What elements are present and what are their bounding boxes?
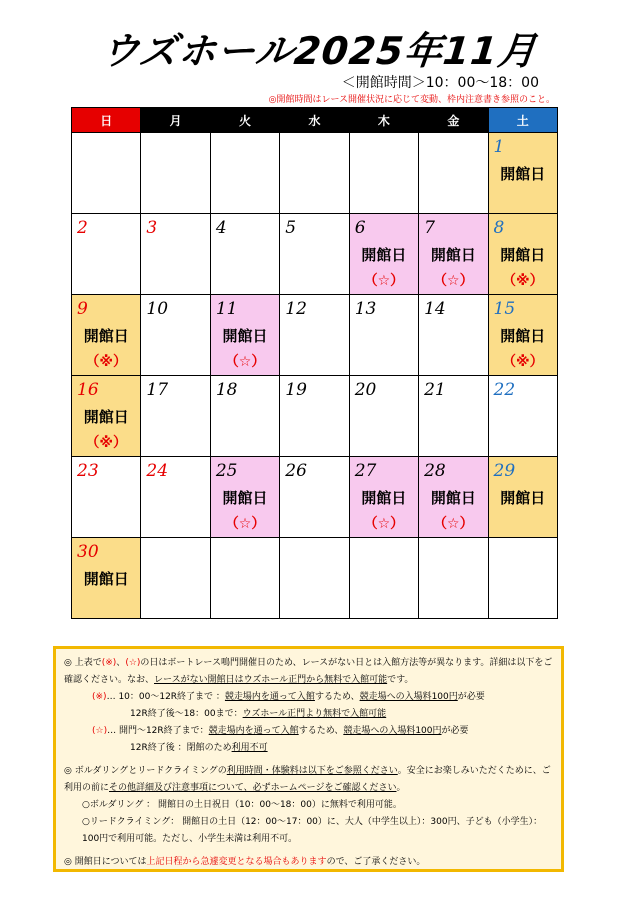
race-day-mark: （☆） — [224, 516, 266, 532]
calendar-day-number: 19 — [285, 380, 307, 400]
note-star-line1: (☆)… 開門～12R終了まで：競走場内を通って入館するため、競走場への入場料100円が必要 — [92, 726, 469, 736]
calendar-day-number: 1 — [493, 137, 505, 157]
calendar-day-number: 28 — [424, 461, 446, 481]
note-lead-climbing: ○リードクライミング： 開館日の土日（12：00～17：00）に、大人（中学生以上）：300円、子ども（小学生）：100円で利用可能。ただし、小学生未満は利用不可。 — [82, 817, 543, 844]
open-day-label: 開館日 — [430, 246, 476, 264]
weekday-header-row — [72, 108, 558, 133]
calendar-day-cell — [72, 538, 141, 619]
race-day-mark: （☆） — [433, 516, 474, 532]
calendar-day-cell — [488, 538, 557, 619]
calendar-day-number: 20 — [354, 380, 377, 400]
calendar-day-number: 18 — [215, 380, 238, 400]
calendar-day-number: 21 — [424, 380, 446, 400]
open-day-label: 開館日 — [500, 165, 546, 183]
weekday-fri: 金 — [419, 108, 488, 133]
note-bouldering: ○ボルダリング ： 開館日の土日祝日（10：00～18：00）に無料で利用可能。 — [82, 800, 402, 810]
race-day-mark: （☆） — [363, 516, 405, 532]
calendar-day-number: 11 — [215, 299, 238, 319]
race-day-mark: （☆） — [433, 273, 474, 289]
calendar-day-cell — [210, 376, 279, 457]
calendar-day-cell — [210, 214, 279, 295]
calendar-week-row — [72, 295, 558, 376]
calendar-day-number: 13 — [354, 299, 377, 319]
open-day-label: 開館日 — [222, 327, 268, 345]
calendar-day-cell — [349, 538, 418, 619]
calendar-day-number: 17 — [146, 380, 169, 400]
calendar-day-number: 6 — [354, 218, 366, 238]
race-day-mark: （※） — [85, 354, 128, 370]
calendar-day-cell — [280, 214, 349, 295]
calendar-day-cell — [141, 376, 210, 457]
opening-hours: ＜開館時間＞10：00～18：00 — [341, 75, 539, 91]
calendar-day-number: 5 — [285, 218, 297, 238]
calendar-day-cell — [141, 133, 210, 214]
calendar-day-number: 12 — [285, 299, 307, 319]
calendar-day-number: 16 — [77, 380, 99, 400]
calendar-day-cell — [419, 295, 488, 376]
weekday-thu: 木 — [349, 108, 418, 133]
calendar-table — [71, 107, 558, 619]
calendar-day-cell — [419, 133, 488, 214]
notes-box — [53, 646, 564, 872]
calendar-day-cell — [210, 457, 279, 538]
open-day-label: 開館日 — [83, 570, 129, 588]
calendar-day-cell — [210, 133, 279, 214]
calendar-day-cell — [72, 295, 141, 376]
calendar-week-row — [72, 214, 558, 295]
open-day-label: 開館日 — [222, 489, 268, 507]
race-day-mark: （☆） — [224, 354, 266, 370]
calendar-day-number: 26 — [285, 461, 307, 481]
open-day-label: 開館日 — [430, 489, 476, 507]
calendar-day-number: 3 — [146, 218, 158, 238]
calendar-day-number: 10 — [146, 299, 169, 319]
note-schedule-change: ◎ 開館日については上記日程から急遽変更となる場合もありますので、ご了承ください。 — [64, 857, 426, 867]
calendar-day-cell — [141, 457, 210, 538]
calendar-day-cell — [72, 133, 141, 214]
calendar-day-cell — [349, 295, 418, 376]
note-kome-line1: (※)… 10：00～12R終了まで ：競走場内を通って入館するため、競走場への入場料100円が必要 — [92, 692, 485, 702]
calendar-day-cell — [280, 376, 349, 457]
note-star-line2: 12R終了後 ：閉館のため利用不可 — [130, 743, 268, 753]
calendar-day-cell — [280, 538, 349, 619]
race-day-mark: （☆） — [363, 273, 405, 289]
calendar-day-number: 23 — [77, 461, 99, 481]
open-day-label: 開館日 — [83, 327, 129, 345]
calendar-day-cell — [349, 376, 418, 457]
note-kome-line2: 12R終了後～18：00まで：ウズホール正門より無料で入館可能 — [130, 709, 387, 719]
calendar-day-number: 29 — [493, 461, 516, 481]
calendar-day-cell — [72, 457, 141, 538]
calendar-day-cell — [349, 457, 418, 538]
calendar-day-cell — [488, 214, 557, 295]
calendar-day-number: 24 — [146, 461, 169, 481]
opening-hours-note: ◎開館時間はレース開催状況に応じて変動、枠内注意書き参照のこと。 — [268, 95, 555, 105]
note-climbing: ◎ ボルダリングとリードクライミングの利用時間・体験料は以下をご参照ください。安全にお楽しみいただくために、ご利用の前にその他詳細及び注意事項について、必ずホームページをご確認ください。 — [64, 766, 551, 793]
calendar-day-cell — [349, 133, 418, 214]
calendar-day-cell — [72, 376, 141, 457]
race-day-mark: （※） — [85, 435, 128, 451]
calendar-day-cell — [419, 457, 488, 538]
calendar-day-cell — [419, 376, 488, 457]
calendar-day-number: 2 — [77, 218, 88, 238]
calendar-day-number: 30 — [77, 542, 99, 562]
calendar-day-cell — [141, 295, 210, 376]
calendar-day-number: 22 — [493, 380, 516, 400]
calendar-day-number: 14 — [424, 299, 446, 319]
weekday-wed: 水 — [280, 108, 349, 133]
calendar-day-cell — [488, 295, 557, 376]
race-day-mark: （※） — [501, 354, 544, 370]
calendar-day-number: 7 — [424, 218, 435, 238]
open-day-label: 開館日 — [500, 246, 546, 264]
calendar-day-number: 15 — [493, 299, 516, 319]
calendar-week-row — [72, 457, 558, 538]
calendar-week-row — [72, 376, 558, 457]
page-title: ウズホール2025年11月 — [98, 29, 540, 73]
weekday-mon: 月 — [141, 108, 210, 133]
open-day-label: 開館日 — [500, 327, 546, 345]
calendar-day-cell — [210, 538, 279, 619]
weekday-sat: 土 — [488, 108, 557, 133]
note-race-days: ◎ 上表で(※)、(☆)の日はボートレース鳴門開催日のため、レースがない日とは入館方法等が異なります。詳細は以下をご確認ください。なお、レースがない開館日はウズホール正門から無料で入館可能です。 — [64, 658, 553, 685]
calendar-day-cell — [280, 457, 349, 538]
calendar-day-number: 4 — [215, 218, 227, 238]
calendar-day-cell — [280, 133, 349, 214]
calendar-day-number: 9 — [77, 299, 88, 319]
calendar-day-cell — [488, 457, 557, 538]
calendar-day-cell — [141, 538, 210, 619]
calendar-day-cell — [72, 214, 141, 295]
calendar-week-row — [72, 538, 558, 619]
calendar-day-cell — [349, 214, 418, 295]
weekday-tue: 火 — [210, 108, 279, 133]
calendar-week-row — [72, 133, 558, 214]
calendar-day-cell — [419, 538, 488, 619]
calendar-day-cell — [141, 214, 210, 295]
calendar-day-number: 27 — [354, 461, 377, 481]
calendar-day-number: 8 — [493, 218, 505, 238]
race-day-mark: （※） — [501, 273, 544, 289]
open-day-label: 開館日 — [361, 246, 407, 264]
open-day-label: 開館日 — [361, 489, 407, 507]
open-day-label: 開館日 — [500, 489, 546, 507]
calendar-day-cell — [488, 133, 557, 214]
calendar-day-cell — [419, 214, 488, 295]
calendar-day-cell — [210, 295, 279, 376]
open-day-label: 開館日 — [83, 408, 129, 426]
weekday-sun: 日 — [72, 108, 141, 133]
calendar-day-number: 25 — [215, 461, 238, 481]
calendar-day-cell — [280, 295, 349, 376]
calendar-day-cell — [488, 376, 557, 457]
